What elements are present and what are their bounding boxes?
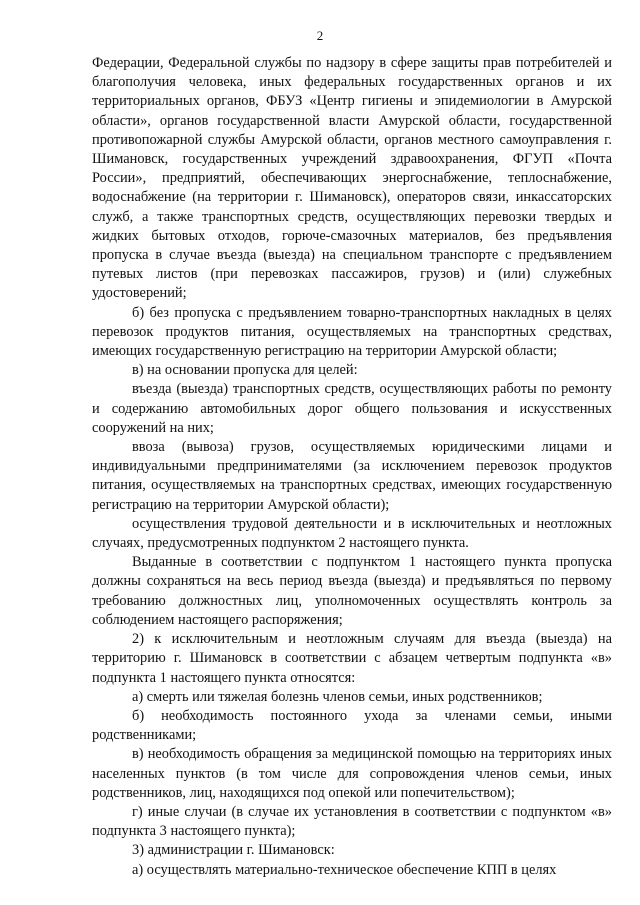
- paragraph-item-3: 3) администрации г. Шимановск:: [132, 842, 335, 859]
- page-number: 2: [316, 28, 324, 43]
- paragraph-b-transport: б) без пропуска с предъявлением товарно-транспортных накладных в целях перевозок продуктов питания, осуществляемых на транспортных средствах, имеющих государственную регистрацию на территории Амурской области;: [92, 304, 612, 360]
- paragraph-item-2: 2) к исключительным и неотложным случаям для въезда (выезда) на территорию г. Шимановск в соответствии с абзацем четвертым подпункта «в» подпункта 1 настоящего пункта относятся:: [92, 631, 612, 686]
- paragraph-labor: осуществления трудовой деятельности и в исключительных и неотложных случаях, предусмотренных подпунктом 2 настоящего пункта.: [92, 515, 612, 552]
- paragraph-passes-kept: Выданные в соответствии с подпунктом 1 настоящего пункта пропуска должны сохраняться на весь период въезда (выезда) и предъявляться по первому требованию должностных лиц, уполномоченных осуществлять контроль за соблюдением настоящего распоряжения;: [92, 554, 612, 628]
- paragraph-continuation: Федерации, Федеральной службы по надзору в сфере защиты прав потребителей и благополучия человека, иных федеральных государственных органов и их территориальных органов, ФБУЗ «Центр гигиены и эпидемиологии в Амурской области», органов государственной власти Амурской области, государственной противопожарной службы Амурской области, органов местного самоуправления г. Шимановск, государственных учреждений здравоохранения, ФГУП «Почта России», предприятий, обеспечивающих энергоснабжение, теплоснабжение, водоснабжение (на территории г. Шимановск), операторов связи, инкассаторских служб, а также транспортных средств, осуществляющих перевозки твердых и жидких бытовых отходов, горюче-смазочных материалов, без предъявления пропуска в случае въезда (выезда) на специальном транспорте с предъявлением путевых листов (при перевозках пассажиров, грузов) и (или) служебных удостоверений;: [92, 55, 612, 302]
- document-body: [92, 54, 612, 880]
- paragraph-2v: в) необходимость обращения за медицинской помощью на территориях иных населенных пунктов (в том числе для сопровождения членов семьи, иных родственников, лиц, находящихся под опекой или попечительством);: [92, 746, 612, 801]
- paragraph-2b: б) необходимость постоянного ухода за членами семьи, иными родственниками;: [92, 707, 612, 744]
- paragraph-3a: а) осуществлять материально-техническое обеспечение КПП в целях: [132, 861, 557, 878]
- paragraph-road-works: въезда (выезда) транспортных средств, осуществляющих работы по ремонту и содержанию автомобильных дорог общего пользования и искусственных сооружений на них;: [92, 381, 612, 436]
- paragraph-2g: г) иные случаи (в случае их установления в соответствии с подпунктом «в» подпункта 3 настоящего пункта);: [92, 803, 612, 840]
- paragraph-v-pass: в) на основании пропуска для целей:: [132, 362, 358, 379]
- paragraph-cargo: ввоза (вывоза) грузов, осуществляемых юридическими лицами и индивидуальными предпринимателями (за исключением перевозок продуктов питания, осуществляемых на транспортных средствах, имеющих государственную регистрацию на территории Амурской области);: [92, 439, 612, 513]
- paragraph-2a: а) смерть или тяжелая болезнь членов семьи, иных родственников;: [132, 688, 543, 705]
